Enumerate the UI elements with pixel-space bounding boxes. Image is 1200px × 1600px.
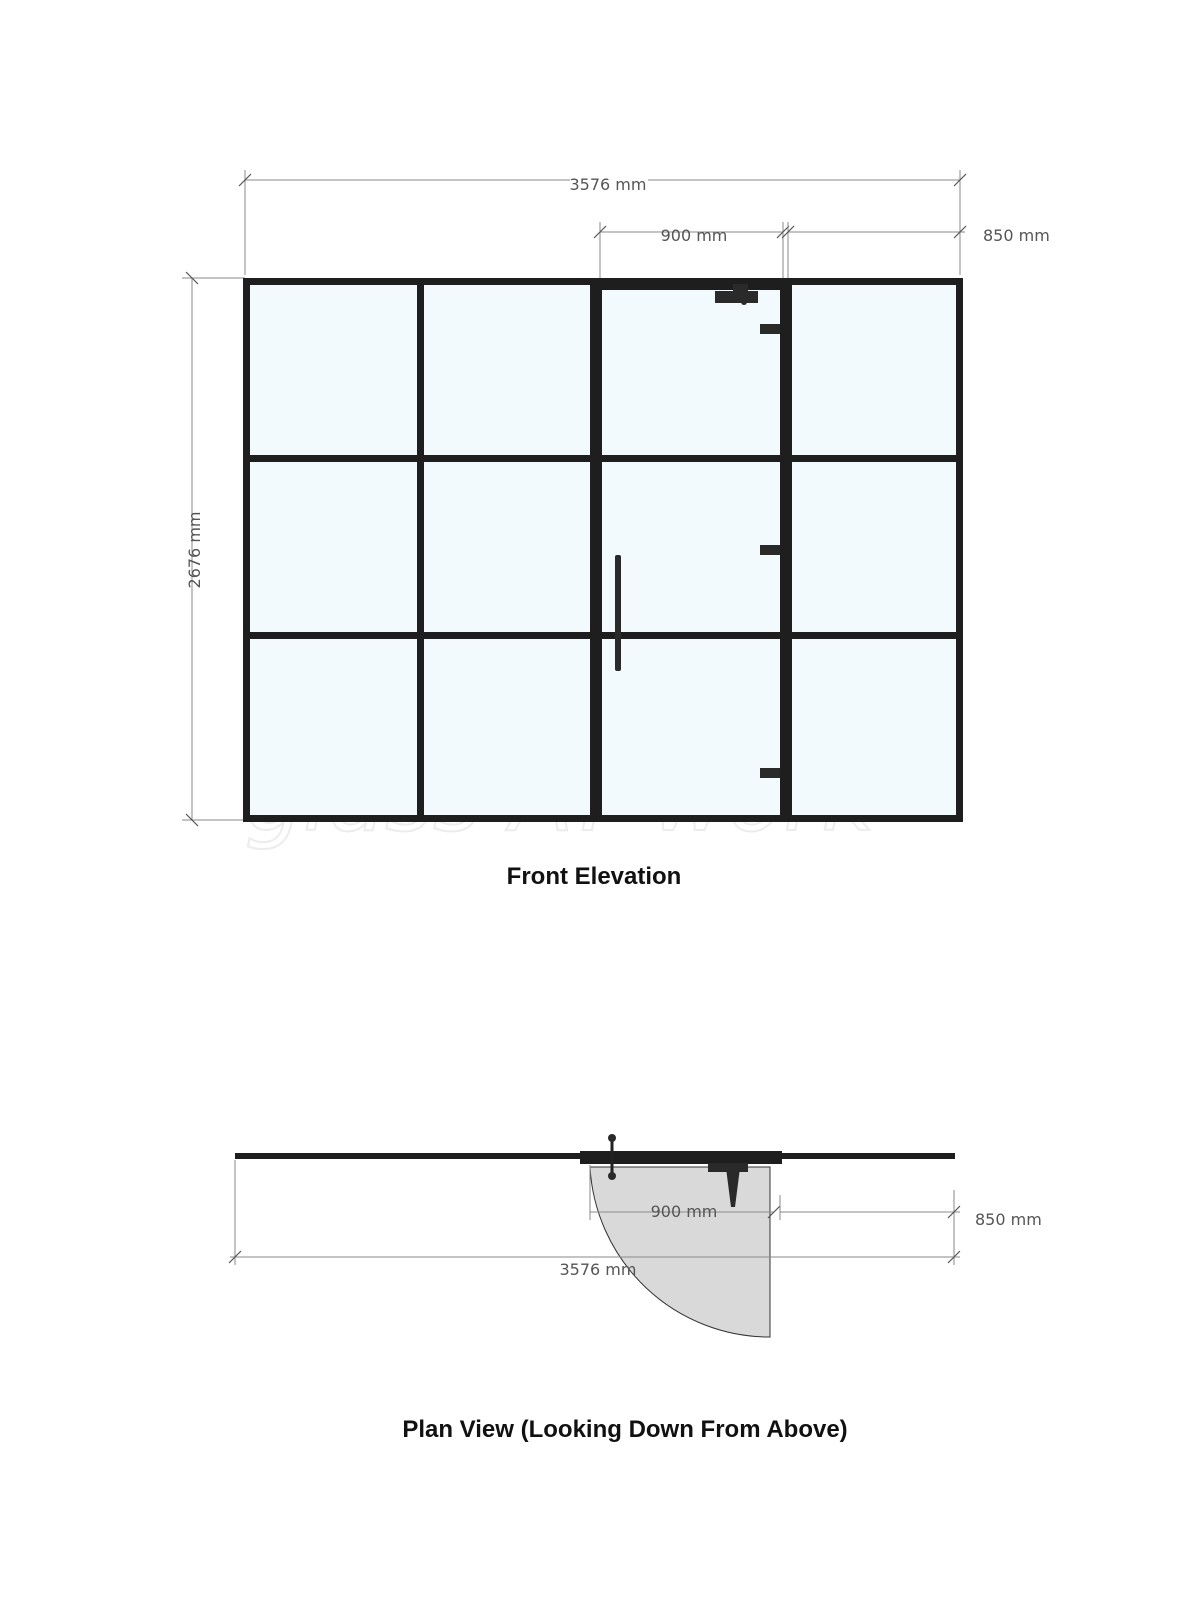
hinge-bottom-icon	[760, 768, 780, 778]
height-dimension	[182, 272, 245, 826]
plan-overall-width-label: 3576 mm	[559, 1260, 637, 1279]
overall-width-dimension	[239, 170, 966, 275]
plan-door-width-label: 900 mm	[650, 1202, 718, 1221]
door-width-dimension	[594, 222, 789, 280]
hinge-middle-icon	[760, 545, 780, 555]
height-label: 2676 mm	[185, 511, 204, 589]
glass-panes	[245, 280, 960, 820]
hinge-top-icon	[760, 324, 780, 334]
door-width-label: 900 mm	[660, 226, 728, 245]
side-panel-width-dimension	[782, 222, 1050, 280]
plan-view	[229, 1134, 1042, 1443]
overall-width-label: 3576 mm	[569, 175, 647, 194]
plan-handle-icon	[608, 1134, 616, 1142]
plan-door-frame	[580, 1151, 782, 1164]
plan-view-caption: Plan View (Looking Down From Above)	[402, 1416, 848, 1443]
plan-side-panel-width-dimension	[780, 1190, 1042, 1265]
front-elevation-caption: Front Elevation	[506, 863, 682, 890]
top-closer-icon	[715, 291, 758, 303]
plan-side-panel-width-label: 850 mm	[975, 1210, 1042, 1229]
door-swing-arc	[590, 1167, 770, 1337]
door-handle-icon	[615, 555, 621, 671]
side-panel-width-label: 850 mm	[983, 226, 1050, 245]
front-elevation	[182, 170, 1050, 890]
